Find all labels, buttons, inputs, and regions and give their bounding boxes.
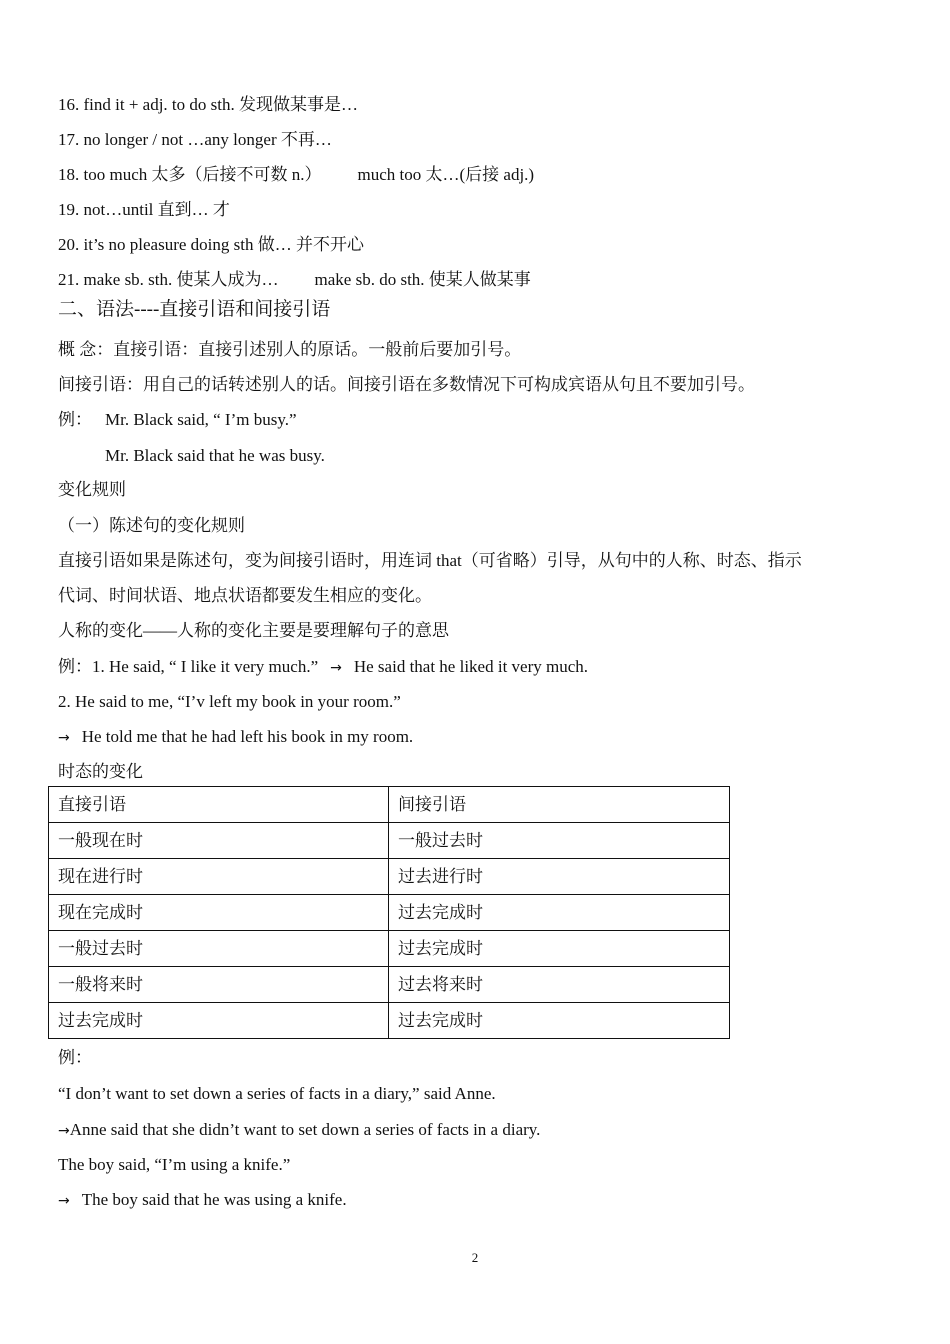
example-label: 例： (58, 410, 92, 429)
table-row (49, 859, 730, 895)
phrase-21 (58, 269, 531, 291)
table-row (49, 895, 730, 931)
person-example-2 (58, 726, 413, 749)
phrase-21-make-do: make sb. do sth. 使某人做某事 (314, 270, 531, 289)
example-anne-indirect: Anne said that she didn’t want to set down a series of facts in a diary. (69, 1120, 541, 1139)
rule1-text-line1: 直接引语如果是陈述句，变为间接引语时，用连词 that（可省略）引导，从句中的人称、时态、指示 (58, 551, 802, 570)
person-example-1-indirect: He said that he liked it very much. (353, 657, 589, 676)
rule1-title: （一）陈述句的变化规则 (58, 516, 245, 535)
table-cell-indirect: 过去将来时 (389, 967, 730, 1003)
table-cell-indirect: 过去完成时 (389, 1003, 730, 1039)
header-indirect: 间接引语 (389, 787, 730, 823)
arrow-icon: → (58, 1123, 70, 1139)
phrase-18-too-much: 18. too much 太多（后接不可数 n.） (58, 165, 322, 184)
table-row (49, 967, 730, 1003)
table-row (49, 931, 730, 967)
header-direct: 直接引语 (49, 787, 389, 823)
rules-title: 变化规则 (58, 480, 126, 499)
person-example-1-direct: 例：1. He said, “ I like it very much.” (58, 657, 319, 676)
phrase-18-much-too: much too 太…(后接 adj.) (357, 165, 535, 184)
grammar-heading: 二、语法----直接引语和间接引语 (58, 299, 331, 320)
example-anne-direct: “I don’t want to set down a series of facts in a diary,” said Anne. (58, 1084, 496, 1103)
example-boy (58, 1189, 347, 1212)
rule1-text-line2: 代词、时间状语、地点状语都要发生相应的变化。 (58, 586, 432, 605)
person-example-1 (58, 656, 588, 679)
examples-label: 例： (58, 1048, 92, 1067)
arrow-icon: → (330, 660, 342, 676)
table-cell-direct: 一般将来时 (49, 967, 389, 1003)
phrase-19: 19. not…until 直到… 才 (58, 200, 230, 219)
tense-table (48, 786, 730, 1039)
phrase-18 (58, 164, 534, 186)
table-cell-direct: 现在完成时 (49, 895, 389, 931)
example-anne (58, 1119, 540, 1142)
arrow-icon: → (58, 1193, 70, 1209)
table-cell-indirect: 过去进行时 (389, 859, 730, 895)
phrase-20: 20. it’s no pleasure doing sth 做… 并不开心 (58, 235, 364, 254)
table-cell-indirect: 过去完成时 (389, 895, 730, 931)
table-cell-direct: 现在进行时 (49, 859, 389, 895)
table-cell-direct: 一般现在时 (49, 823, 389, 859)
example-indirect: Mr. Black said that he was busy. (105, 446, 325, 465)
example-direct: Mr. Black said, “ I’m busy.” (105, 410, 297, 429)
table-row (49, 1003, 730, 1039)
tense-change-title: 时态的变化 (58, 762, 143, 781)
concept-line: 概 念：直接引语：直接引述别人的原话。一般前后要加引号。 (58, 340, 522, 359)
person-example-2-direct: 2. He said to me, “I’v left my book in your room.” (58, 692, 401, 711)
example-boy-indirect: The boy said that he was using a knife. (81, 1190, 347, 1209)
table-cell-direct: 一般过去时 (49, 931, 389, 967)
person-example-2-indirect: He told me that he had left his book in my room. (81, 727, 414, 746)
table-row (49, 823, 730, 859)
page-number: 2 (471, 1250, 479, 1265)
table-cell-direct: 过去完成时 (49, 1003, 389, 1039)
phrase-21-make-sth: 21. make sb. sth. 使某人成为… (58, 270, 279, 289)
arrow-icon: → (58, 730, 70, 746)
phrase-17: 17. no longer / not …any longer 不再… (58, 130, 332, 149)
table-header-row (49, 787, 730, 823)
table-cell-indirect: 过去完成时 (389, 931, 730, 967)
example-boy-direct: The boy said, “I’m using a knife.” (58, 1155, 291, 1174)
table-cell-indirect: 一般过去时 (389, 823, 730, 859)
indirect-definition: 间接引语：用自己的话转述别人的话。间接引语在多数情况下可构成宾语从句且不要加引号。 (58, 375, 755, 394)
phrase-16: 16. find it + adj. to do sth. 发现做某事是… (58, 95, 358, 114)
person-change-title: 人称的变化——人称的变化主要是要理解句子的意思 (58, 621, 449, 640)
